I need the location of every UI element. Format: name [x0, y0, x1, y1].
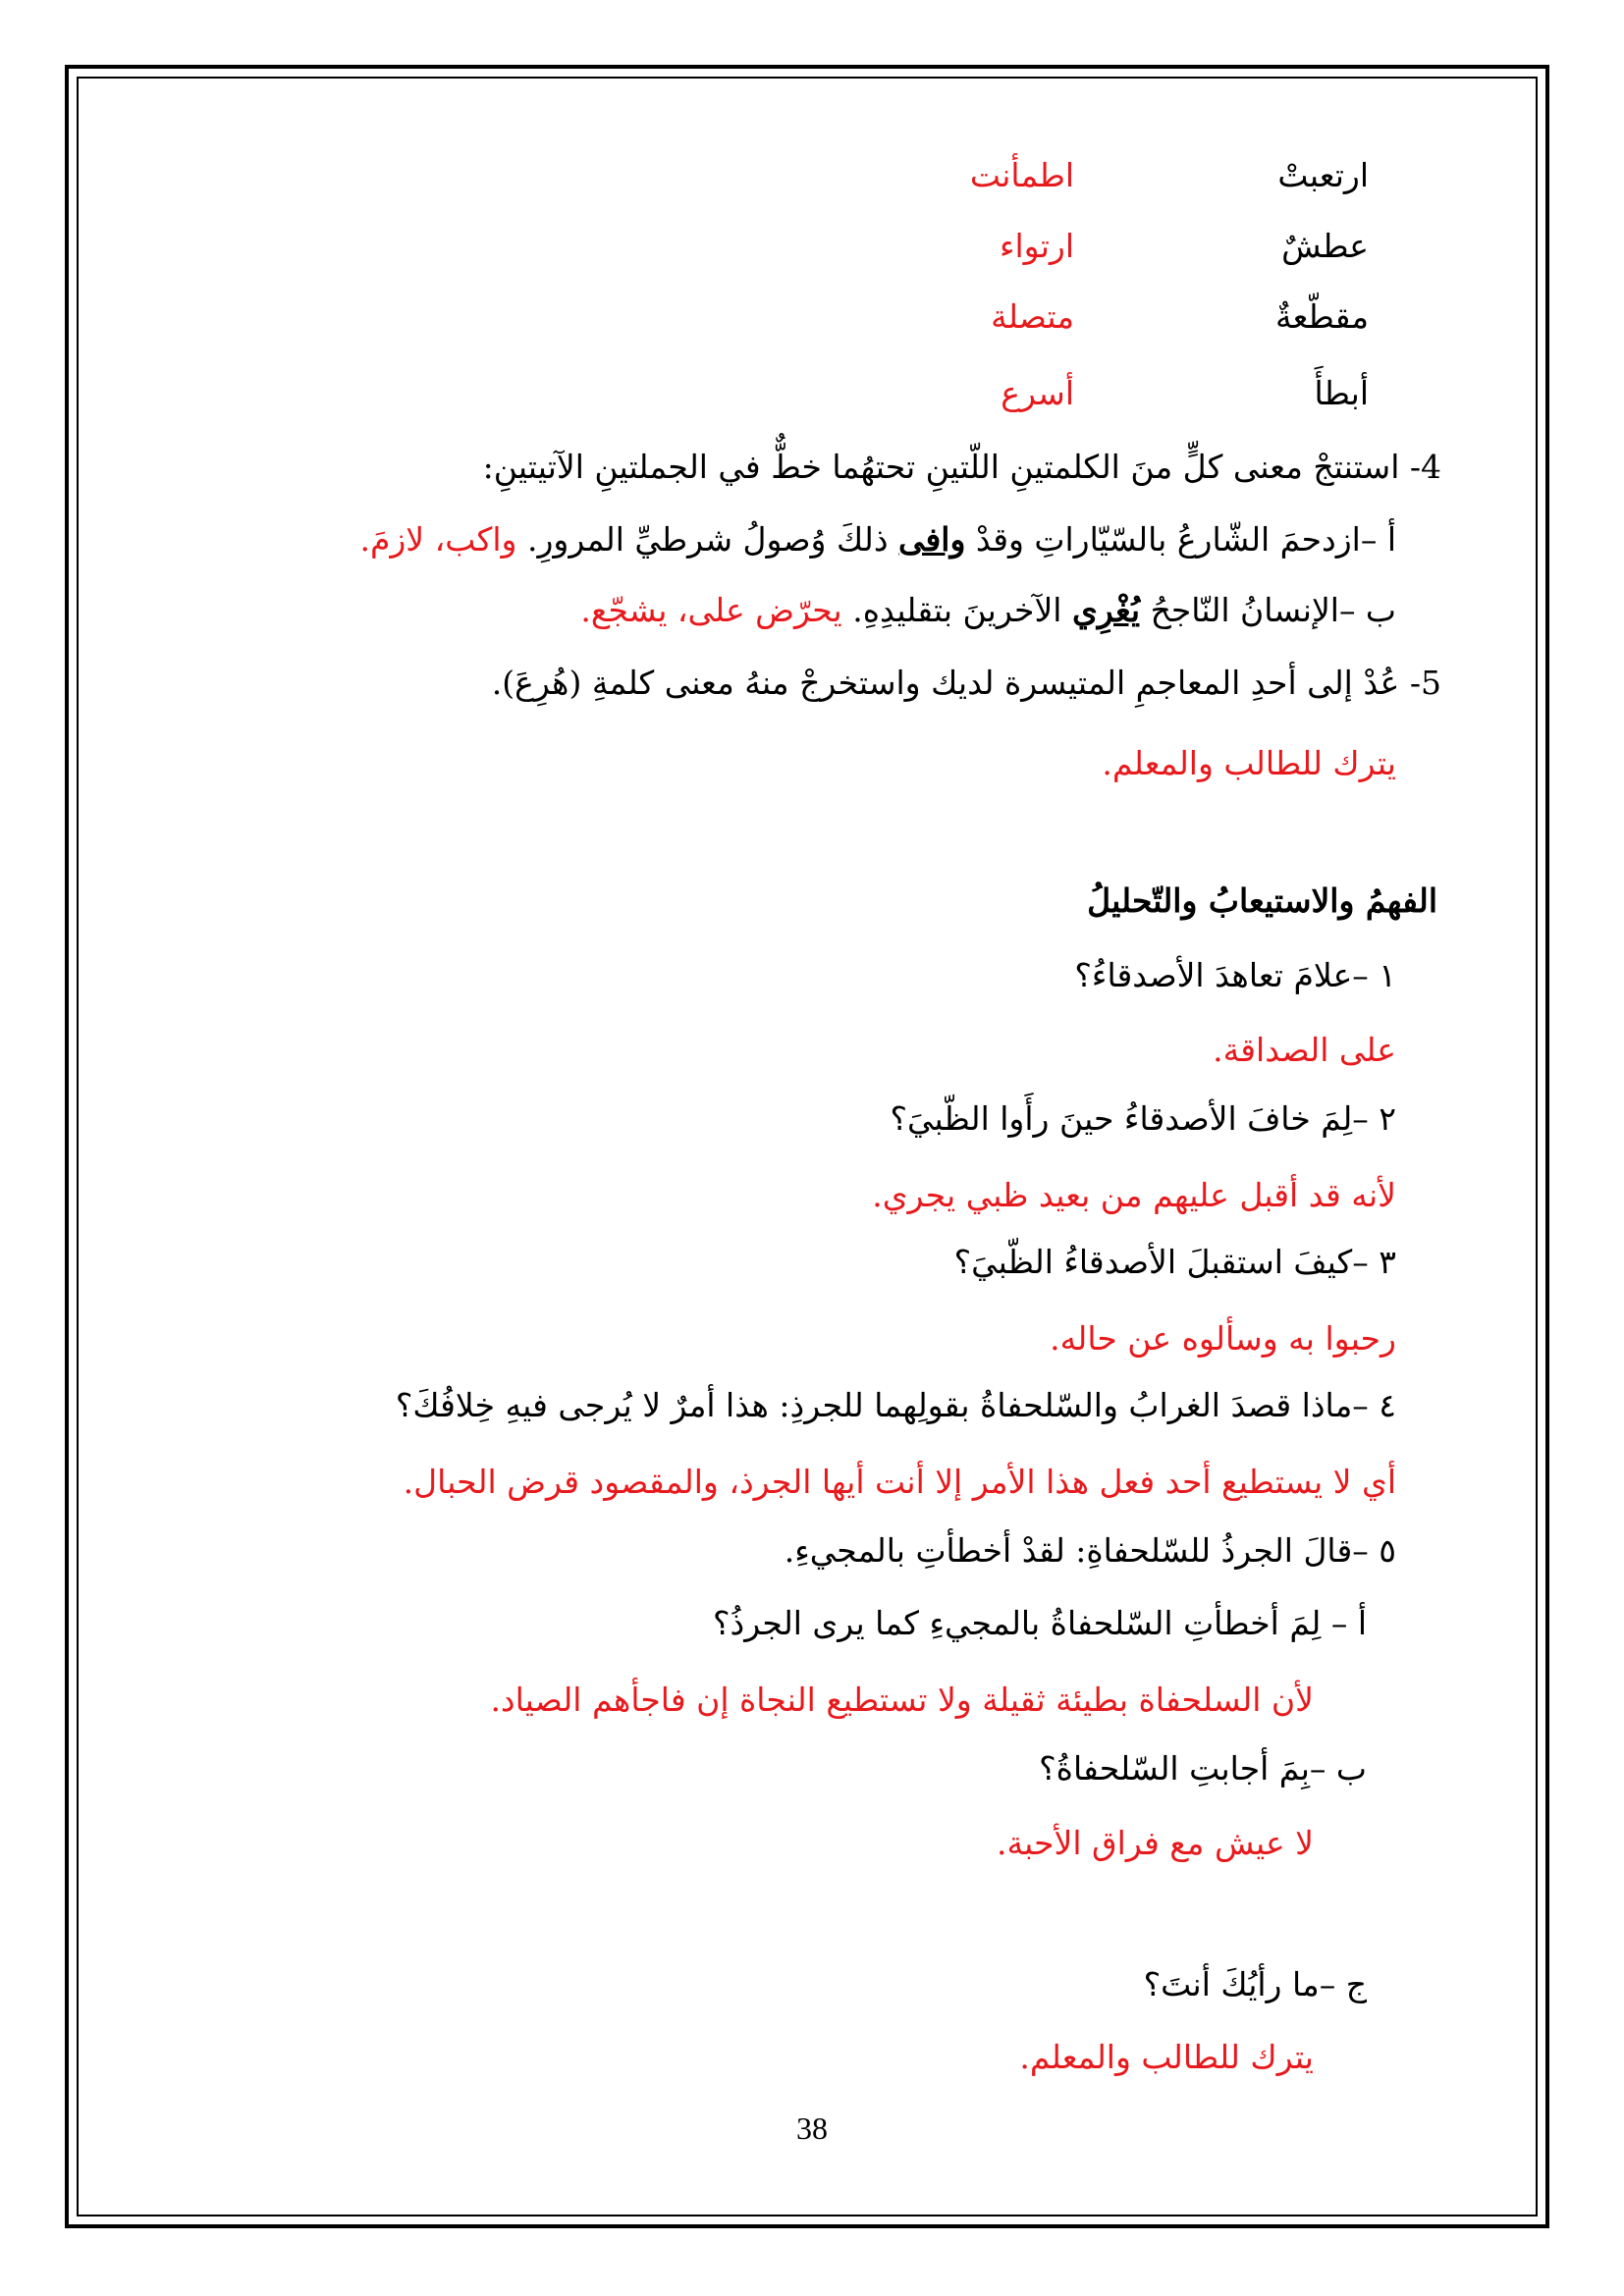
vocab-word: مقطّعةٌ	[1274, 297, 1369, 336]
q4-a-suffix: ذلكَ وُصولُ شرطيِّ المرورِ.	[527, 520, 889, 559]
answer-5c: يترك للطالب والمعلم.	[1019, 2038, 1314, 2076]
question-4: ٤ –ماذا قصدَ الغرابُ والسّلحفاةُ بقولِهما للجرذِ: هذا أمرٌ لا يُرجى فيهِ خِلافُكَ؟	[395, 1386, 1396, 1424]
question-5a: أ – لِمَ أخطأتِ السّلحفاةُ بالمجيءِ كما يرى الجرذُ؟	[713, 1604, 1367, 1642]
q4-prompt: 4- استنتجْ معنى كلٍّ منَ الكلمتينِ اللّتينِ تحتهُما خطٌّ في الجملتينِ الآتيتينِ:	[482, 448, 1441, 486]
question-3: ٣ –كيفَ استقبلَ الأصدقاءُ الظّبيَ؟	[953, 1243, 1396, 1281]
vocab-word: عطشٌ	[1281, 227, 1369, 265]
vocab-word: أبطأَ	[1314, 374, 1369, 412]
answer-1: على الصداقة.	[1213, 1031, 1396, 1069]
q4-sentence-a	[359, 518, 1396, 561]
page-number: 38	[796, 2110, 828, 2146]
question-5: ٥ –قالَ الجرذُ للسّلحفاةِ: لقدْ أخطأتِ بالمجيءِ.	[784, 1531, 1396, 1570]
vocab-answer: ارتواء	[999, 227, 1074, 265]
q4-a-prefix: أ –ازدحمَ الشّارعُ بالسّيّاراتِ وقدْ	[975, 520, 1396, 559]
q4-a-underlined: وافى	[898, 520, 966, 559]
q5-prompt: 5- عُدْ إلى أحدِ المعاجمِ المتيسرة لديك واستخرجْ منهُ معنى كلمةِ (هُرِعَ).	[491, 664, 1441, 702]
answer-5b: لا عيش مع فراق الأحبة.	[996, 1824, 1314, 1862]
question-1: ١ –علامَ تعاهدَ الأصدقاءُ؟	[1074, 956, 1396, 994]
section-title: الفهمُ والاستيعابُ والتّحليلُ	[1087, 881, 1437, 920]
answer-5a: لأن السلحفاة بطيئة ثقيلة ولا تستطيع النجاة إن فاجأهم الصياد.	[490, 1681, 1314, 1719]
question-5c: ج –ما رأيُكَ أنتَ؟	[1143, 1965, 1367, 2003]
q5-answer: يترك للطالب والمعلم.	[1102, 744, 1396, 782]
vocab-answer: اطمأنت	[969, 156, 1074, 194]
vocab-word: ارتعبتْ	[1277, 156, 1369, 194]
answer-3: رحبوا به وسألوه عن حاله.	[1050, 1319, 1396, 1358]
q4-b-answer: يحرّض على، يشجّع.	[580, 591, 842, 629]
answer-2: لأنه قد أقبل عليهم من بعيد ظبي يجري.	[872, 1176, 1396, 1214]
vocab-answer: متصلة	[991, 297, 1074, 336]
answer-4: أي لا يستطيع أحد فعل هذا الأمر إلا أنت أيها الجرذ، والمقصود قرض الحبال.	[403, 1463, 1396, 1501]
vocab-answer: أسرع	[1001, 374, 1074, 412]
q4-sentence-b	[580, 589, 1396, 632]
q4-a-answer: واكب، لازمَ.	[359, 520, 517, 559]
question-2: ٢ –لِمَ خافَ الأصدقاءُ حينَ رأَوا الظّبيَ؟	[890, 1099, 1396, 1138]
q4-b-underlined: يُغْرِي	[1071, 591, 1141, 629]
q4-b-suffix: الآخرينَ بتقليدِهِ.	[852, 591, 1062, 629]
question-5b: ب –بِمَ أجابتِ السّلحفاةُ؟	[1039, 1749, 1367, 1788]
q4-b-prefix: ب –الإنسانُ النّاجحُ	[1150, 591, 1396, 629]
